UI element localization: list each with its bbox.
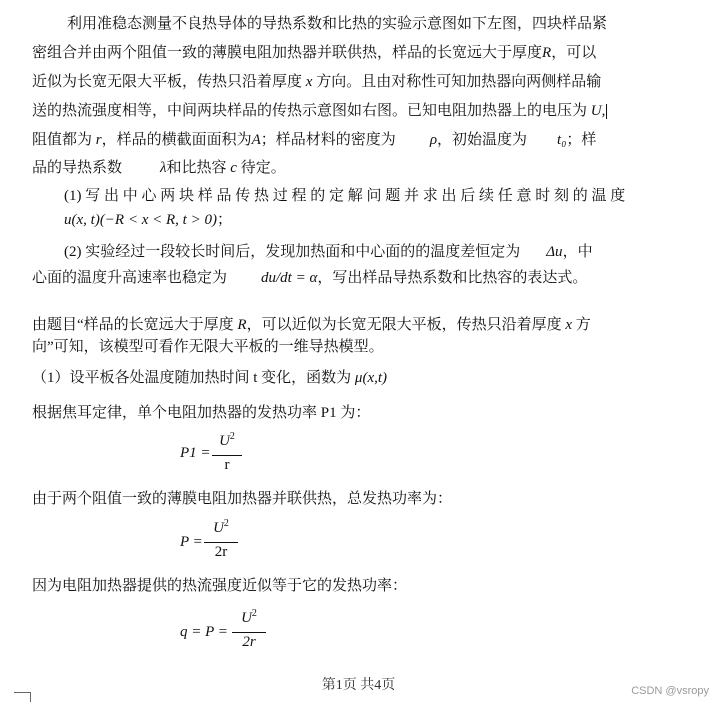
solution-text: （1）设平板各处温度随加热时间 t 变化，函数为 — [32, 370, 352, 386]
problem-text: 阻值都为 — [32, 132, 93, 148]
math-var: U, — [590, 103, 606, 119]
solution-text: 向”可知，该模型可看作无限大平板的一维导热模型。 — [32, 339, 384, 355]
problem-text: 方向。且由对称性可知加热器向两侧样品输 — [316, 74, 602, 90]
question-text: ； — [216, 212, 232, 228]
solution-text: 由于两个阻值一致的薄膜电阻加热器并联供热，总发热功率为： — [32, 491, 453, 507]
fraction-bar — [212, 455, 242, 456]
formula-numerator: $U^2$ — [213, 518, 229, 536]
page-corner-mark — [14, 692, 31, 702]
solution-line-5 — [32, 489, 452, 509]
problem-text: 和比热容 — [166, 160, 227, 176]
solution-line-2 — [32, 337, 384, 357]
formula-denominator: r — [224, 457, 230, 473]
math-var: ρ — [429, 132, 438, 148]
math-var: R — [237, 317, 247, 333]
formula-p1 — [180, 433, 250, 479]
question-text: (2) 实验经过一段较长时间后，发现加热面和中心面的的温度差恒定为 — [64, 244, 521, 260]
formula-p — [180, 520, 260, 566]
math-expression: u(x, t)(−R < x < R, t > 0) — [64, 212, 217, 228]
math-var: x — [565, 317, 573, 333]
solution-text: ，可以近似为长宽无限大平板，传热只沿着厚度 — [246, 317, 562, 333]
problem-line-4 — [32, 101, 607, 121]
formula-denominator: 2r — [242, 634, 256, 650]
math-var: r — [95, 132, 102, 148]
formula-lhs: P = — [180, 534, 203, 550]
problem-line-5 — [32, 130, 596, 150]
problem-line-1 — [67, 14, 607, 34]
fraction-bar — [232, 632, 266, 633]
question-2-line-2 — [32, 268, 587, 288]
solution-line-1 — [32, 315, 591, 335]
problem-text: ；样品材料的密度为 — [260, 132, 396, 148]
question-1-line-2 — [64, 210, 232, 230]
solution-text: 由题目“样品的长宽远大于厚度 — [32, 317, 234, 333]
formula-q — [180, 610, 280, 656]
question-text: (1) 写 出 中 心 两 块 样 品 传 热 过 程 的 定 解 问 题 并 求 出 后 续 任 意 时 刻 的 温 度 — [64, 188, 626, 204]
text-cursor — [606, 104, 607, 119]
formula-lhs: q = P = — [180, 624, 228, 640]
math-var: c — [230, 160, 237, 176]
formula-lhs: P1 = — [180, 445, 211, 461]
problem-text: 近似为长宽无限大平板，传热只沿着厚度 — [32, 74, 303, 90]
math-var: λ — [160, 160, 167, 176]
question-text: ，中 — [562, 244, 593, 260]
math-var: t₀ — [557, 132, 567, 148]
solution-line-3 — [32, 368, 387, 388]
math-var: x — [305, 74, 313, 90]
problem-text: 密组合并由两个阻值一致的薄膜电阻加热器并联供热，样品的长宽远大于厚度 — [32, 45, 543, 61]
question-text: ，写出样品导热系数和比热容的表达式。 — [317, 270, 588, 286]
problem-text: 利用准稳态测量不良热导体的导热系数和比热的实验示意图如下左图，四块样品紧 — [67, 16, 608, 32]
math-expression: Δu — [546, 244, 563, 260]
question-2-line-1 — [64, 242, 593, 262]
math-expression: du/dt = α — [261, 270, 318, 286]
problem-text: ，样品的横截面面积为 — [101, 132, 252, 148]
math-var: A — [251, 132, 261, 148]
problem-line-3 — [32, 72, 601, 92]
question-text: 心面的温度升高速率也稳定为 — [32, 270, 228, 286]
problem-text: ，可以 — [551, 45, 597, 61]
problem-text: ；样 — [566, 132, 597, 148]
solution-text: 方 — [575, 317, 591, 333]
watermark: CSDN @vsropy — [631, 685, 709, 697]
page-footer: 第1页 共4页 — [321, 678, 396, 693]
problem-text: ，初始温度为 — [437, 132, 528, 148]
problem-text: 待定。 — [240, 160, 286, 176]
formula-numerator: $U^2$ — [241, 608, 257, 626]
problem-line-2 — [32, 43, 596, 63]
problem-line-6 — [32, 158, 286, 178]
formula-numerator: $U^2$ — [219, 431, 235, 449]
question-1-line-1 — [64, 186, 625, 206]
solution-text: 因为电阻加热器提供的热流强度近似等于它的发热功率： — [32, 578, 408, 594]
problem-text: 品的导热系数 — [32, 160, 123, 176]
solution-line-4 — [32, 403, 370, 423]
math-var: R — [542, 45, 552, 61]
solution-text: 根据焦耳定律，单个电阻加热器的发热功率 P1 为： — [32, 405, 371, 421]
math-expression: μ(x,t) — [354, 370, 388, 386]
problem-text: 送的热流强度相等，中间两块样品的传热示意图如右图。已知电阻加热器上的电压为 — [32, 103, 588, 119]
fraction-bar — [204, 542, 238, 543]
solution-line-6 — [32, 576, 407, 596]
formula-denominator: 2r — [214, 544, 228, 560]
